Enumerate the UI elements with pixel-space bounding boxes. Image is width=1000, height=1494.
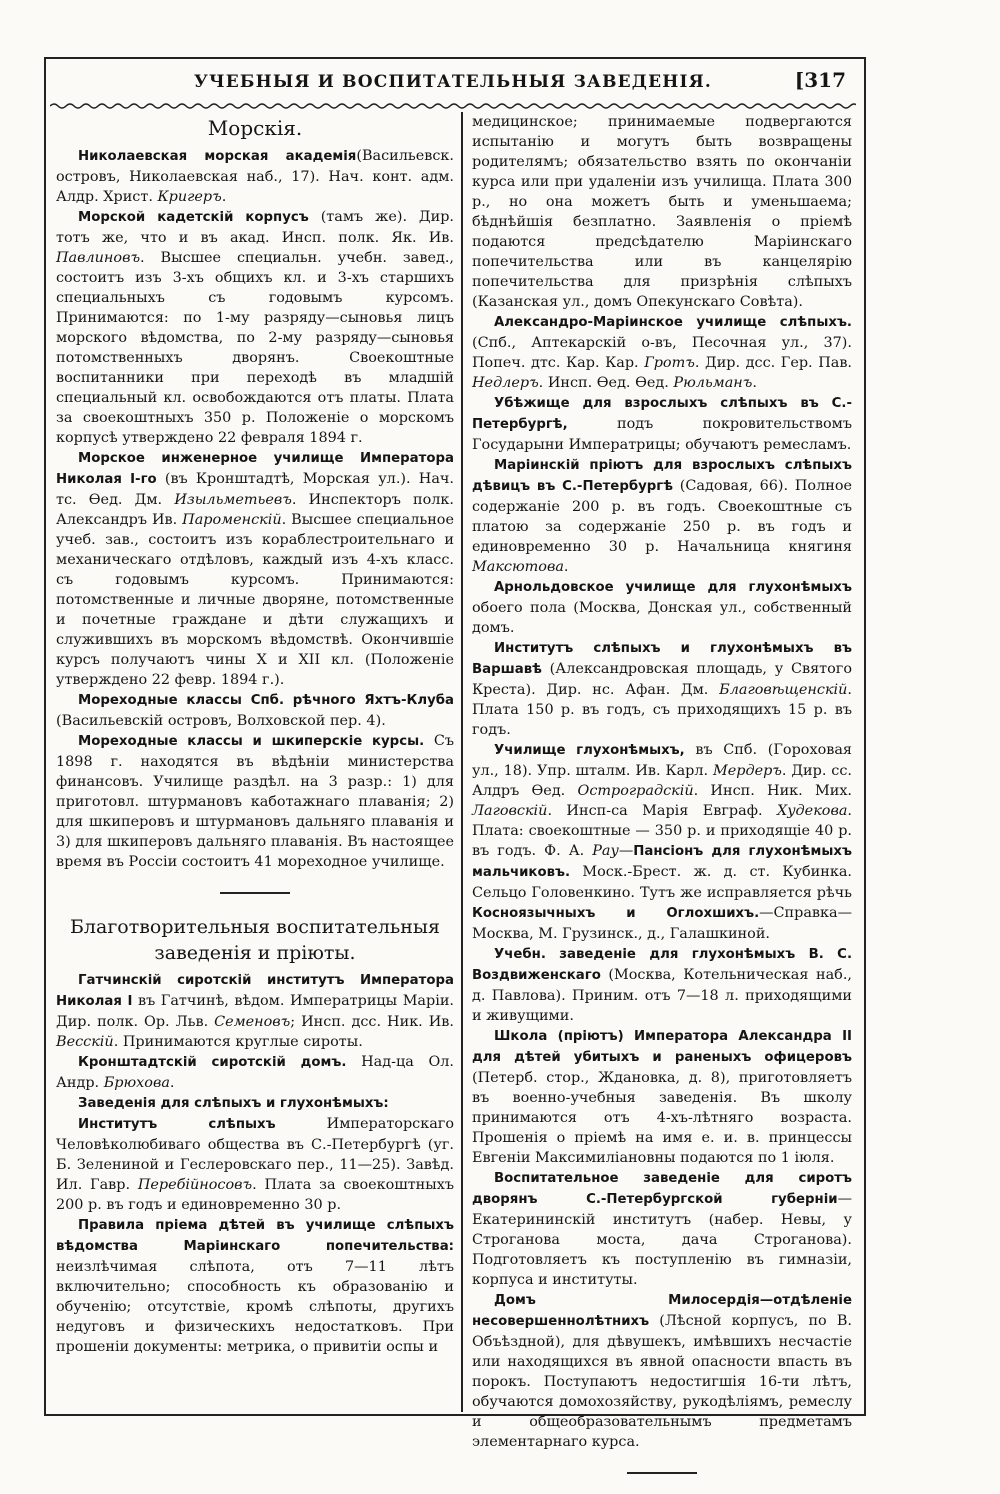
entry-blind-institute: Институтъ слѣпыхъ Императорскаго Человѣколюбиваго общества въ С.-Петербургѣ (уг. Б. Зелениной и Геслеровскаго пер., 11—25). Завѣд. Ил. Гавр. Перебійносовъ. Плата за своекоштныхъ 200 р. въ годъ и единовременно 30 р. xyxy=(56,1116,454,1213)
entry-vozdvizhensky-school: Учебн. заведеніе для глухонѣмыхъ В. С. Воздвиженскаго (Москва, Котельническая наб., д. Павлова). Приним. отъ 7—18 л. приходящими и живущими. xyxy=(472,947,852,1024)
entry-arnold-school: Арнольдовское училище для глухонѣмыхъ обоего пола (Москва, Донская ул., собственный домъ. xyxy=(472,580,852,636)
column-rule xyxy=(461,112,463,1412)
subheading-blind-deaf: Заведенія для слѣпыхъ и глухонѣмыхъ: xyxy=(78,1096,389,1111)
page-header xyxy=(44,68,862,100)
section-heading-charity: Благотворительныя воспитательныя заведенія и пріюты. xyxy=(69,916,441,964)
end-separator xyxy=(627,1472,697,1474)
entry-deaf-school-spb: Училище глухонѣмыхъ, въ Спб. (Гороховая ул., 18). Упр. шталм. Ив. Карл. Мердеръ. Дир. сс. Алдръ Ѳед. Остроградскій. Инсп. Ник. Мих. Лаговскій. Инсп-са Марія Евграф. Худекова. Плата: своекоштные — 350 р. и приходящіе 40 р. въ годъ. Ф. А. Рау—Пансіонъ для глухонѣмыхъ мальчиковъ. Моск.-Брест. ж. д. ст. Кубинка. Сельцо Головенкино. Тутъ же исправляется рѣчь Косноязычныхъ и Оглохшихъ.—Справка—Москва, М. Грузинск., д., Галашкиной. xyxy=(472,742,853,942)
entry-admission-rules: Правила пріема дѣтей въ училище слѣпыхъ вѣдомства Маріинскаго попечительства: неизлѣчимая слѣпота, отъ 7—11 лѣтъ включительно; способность къ образованію и обученію; отсутствіе, кромѣ слѣпоты, другихъ недуговъ и физическихъ недостатковъ. При прошеніи документы: метрика, о привитіи оспы и xyxy=(56,1218,454,1355)
entry-naval-engineering-school: Морское инженерное училище Императора Николая І-го (въ Кронштадтѣ, Морская ул.). Нач. тс. Ѳед. Дм. Изыльметьевъ. Инспекторъ полк. Александръ Ив. Пароменскій. Высшее специальное учеб. зав., состоитъ изъ кораблестроительнаго и механическаго отдѣловъ, каждый изъ 4-хъ класс. съ годовымъ курсомъ. Принимаются: потомственные и личные дворяне, потомственные и почетные граждане и дѣти служащихъ и служившихъ въ морскомъ вѣдомствѣ. Окончившіе курсъ получаютъ чины X и XII кл. (Положеніе утверждено 22 февр. 1894 г.). xyxy=(56,451,455,688)
entry-naval-academy: Николаевская морская академія(Васильевск. островъ, Николаевская наб., 17). Нач. конт. адм. Алдр. Христ. Кригеръ. xyxy=(56,148,454,205)
entry-alexandro-mariinsky-school: Александро-Маріинское училище слѣпыхъ. (Спб., Аптекарскій о-въ, Песочная ул., 37). Попеч. дтс. Кар. Кар. Гротъ. Дир. дсс. Гер. Пав. Недлеръ. Инсп. Ѳед. Ѳед. Рюльманъ. xyxy=(472,315,852,391)
entry-admission-rules-continued: медицинское; принимаемые подвергаются испытанію и могутъ быть возвращены родителямъ; обязательство взять по окончаніи курса или при удаленіи изъ училища. Плата 300 р., но она можетъ быть и уменьшаема; бѣднѣйшія безплатно. Заявленія о пріемѣ подаются предсѣдателю Маріинскаго попечительства или въ канцелярію попечительства для призрѣнія слѣпыхъ (Казанская ул., домъ Опекунскаго Совѣта). xyxy=(472,114,852,310)
entry-adult-blind-shelter: Убѣжище для взрослыхъ слѣпыхъ въ С.-Петербургѣ, подъ покровительствомъ Государыни Императрицы; обучаютъ ремесламъ. xyxy=(472,396,852,453)
entry-cadet-corps: Морской кадетскій корпусъ (тамъ же). Дир. тотъ же, что и въ акад. Инсп. полк. Як. Ив. Павлиновъ. Высшее специальн. учебн. завед., состоитъ изъ 3-хъ общихъ кл. и 3-хъ старшихъ специальныхъ съ годовымъ курсомъ. Принимаются: по 1-му разряду—сыновья лицъ морского вѣдомства, по 2-му разряду—сыновья потомственныхъ дворянъ. Своекоштные воспитанники при переходѣ въ младшій специальный кл. освобождаются отъ платы. Плата за своекоштныхъ 350 р. Положеніе о морскомъ корпусѣ утверждено 22 февраля 1894 г. xyxy=(56,209,455,446)
left-column xyxy=(56,112,454,1357)
section-separator xyxy=(220,892,290,894)
entry-gatchina-orphan-institute: Гатчинскій сиротскій институтъ Императора Николая І въ Гатчинѣ, вѣдом. Императрицы Маріи. Дир. полк. Ор. Льв. Семеновъ; Инсп. дсс. Ник. Ив. Весскій. Принимаются круглые сироты. xyxy=(56,973,454,1050)
entry-warsaw-institute: Институтъ слѣпыхъ и глухонѣмыхъ въ Варшавѣ (Александровская площадь, у Святого Креста). Дир. нс. Афан. Дм. Благовѣщенскій. Плата 150 р. въ годъ, съ приходящихъ 15 р. въ годъ. xyxy=(472,641,852,738)
entry-mariinsky-shelter: Маріинскій пріютъ для взрослыхъ слѣпыхъ дѣвицъ въ С.-Петербургѣ (Садовая, 66). Полное содержаніе 200 р. въ годъ. Своекоштные съ платою за содержаніе 250 р. въ годъ и единовременно 30 р. Начальница княгиня Максютова. xyxy=(472,458,852,575)
entry-noble-orphans-institute: Воспитательное заведеніе для сиротъ дворянъ С.-Петербургской губерніи—Екатерининскій институтъ (набер. Невы, у Строганова моста, дача Строганова). Подготовляетъ къ поступленію въ гимназіи, корпуса и институты. xyxy=(472,1171,852,1288)
section-heading-naval: Морскія. xyxy=(207,116,303,140)
entry-yacht-club-classes: Мореходные классы Спб. рѣчного Яхтъ-Клуба (Васильевскій островъ, Волховской пер. 4). xyxy=(56,693,454,729)
entry-house-of-mercy: Домъ Милосердія—отдѣленіе несовершеннолѣтнихъ (Лѣсной корпусъ, по В. Объѣздной), для дѣвушекъ, имѣвшихъ несчастіе или находящихся въ явной опасности впасть въ порокъ. Поступаютъ недостигшія 16-ти лѣтъ, обучаются домохозяйству, рукодѣліямъ, ремеслу и общеобразовательнымъ предметамъ элементарнаго курса. xyxy=(472,1293,852,1450)
wavy-rule xyxy=(50,101,856,111)
entry-alexander-ii-school: Школа (пріютъ) Императора Александра ІІ для дѣтей убитыхъ и раненыхъ офицеровъ (Петерб. стор., Ждановка, д. 8), приготовляетъ въ военно-учебныя заведенія. Въ школу принимаются отъ 4-хъ-лѣтняго возраста. Прошенія о пріемѣ на имя е. и. в. принцессы Евгеніи Максимиліановны подаются по 1 іюля. xyxy=(472,1029,852,1166)
right-column xyxy=(472,112,852,1494)
page-number: [317 xyxy=(794,68,846,92)
running-title: УЧЕБНЫЯ И ВОСПИТАТЕЛЬНЫЯ ЗАВЕДЕНІЯ. xyxy=(194,72,712,92)
entry-kronstadt-orphan-home: Кронштадтскій сиротскій домъ. Над-ца Ол. Андр. Брюхова. xyxy=(56,1054,454,1091)
entry-skipper-courses: Мореходные классы и шкиперскіе курсы. Съ 1898 г. находятся въ вѣдѣніи министерства финансовъ. Училище раздѣл. на 3 разр.: 1) для приготовл. штурмановъ каботажнаго плаванія; 2) для шкиперовъ и штурмановъ дальняго плаванія и 3) для шкиперовъ дальняго плаванія. Въ настоящее время въ Россіи состоитъ 41 мореходное училище. xyxy=(56,733,454,870)
